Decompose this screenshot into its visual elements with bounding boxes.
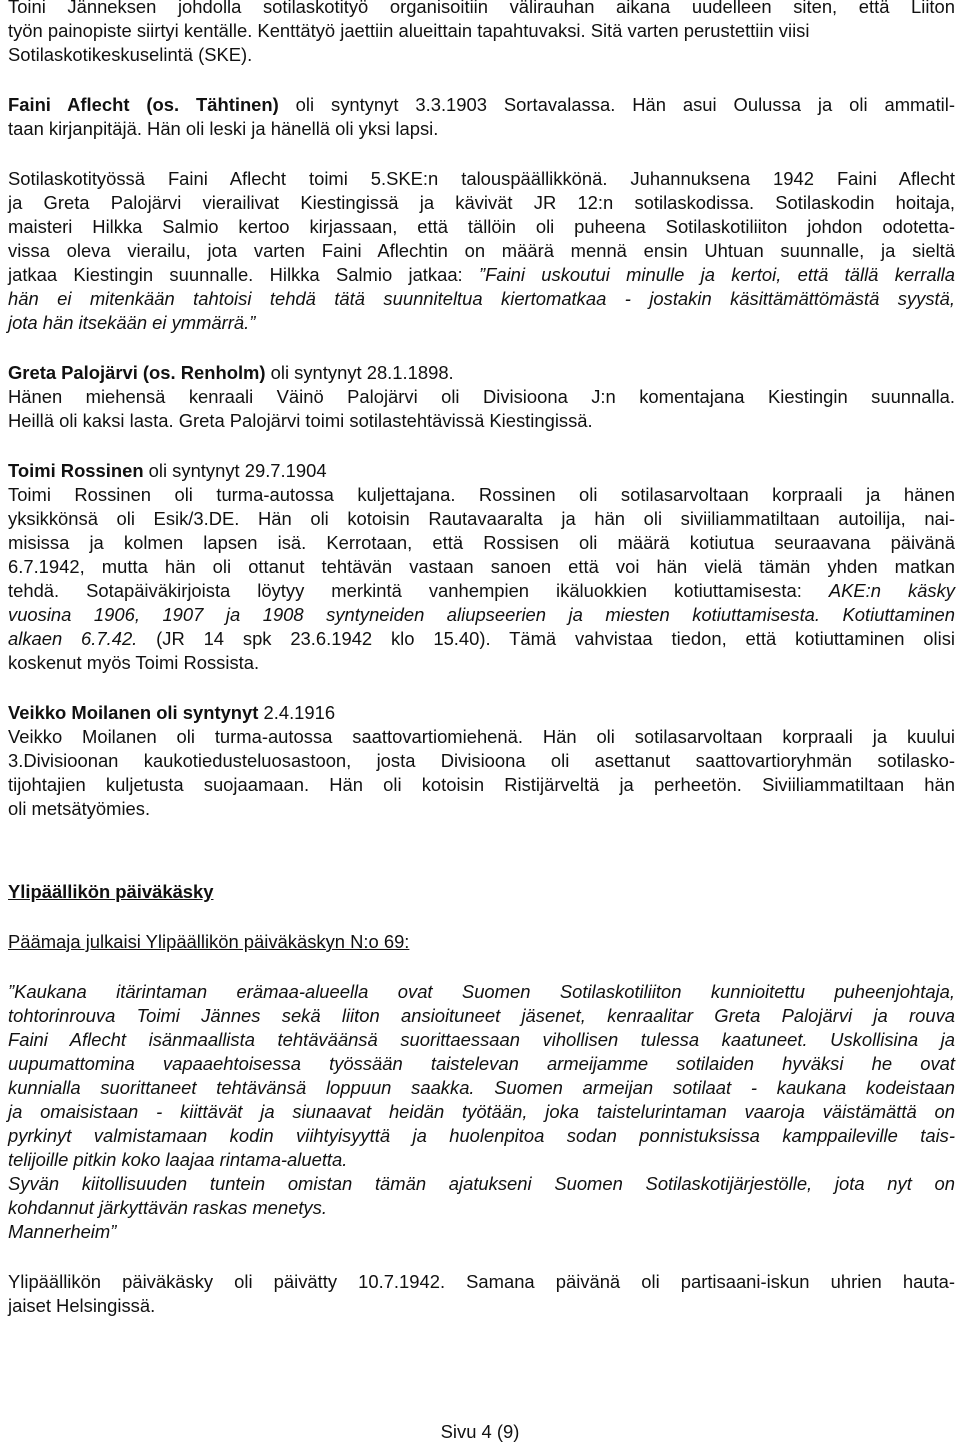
text-line bbox=[8, 191, 955, 215]
text-run: Mannerheim” bbox=[8, 1221, 117, 1242]
text-line bbox=[8, 627, 955, 651]
text-run: ja omaisistaan - kiittävät ja siunaavat heidän työtään, joka taistelurintaman vaaroja väistämättä on bbox=[8, 1101, 955, 1122]
text-line bbox=[8, 651, 955, 675]
text-run: oli syntynyt 3.3.1903 Sortavalassa. Hän asui Oulussa ja oli ammatil- bbox=[278, 94, 955, 115]
text-line bbox=[8, 1220, 955, 1244]
text-line bbox=[8, 93, 955, 117]
text-line bbox=[8, 507, 955, 531]
text-run: (JR 14 spk 23.6.1942 klo 15.40). Tämä vahvistaa tiedon, että kotiuttaminen olisi bbox=[137, 628, 955, 649]
text-line bbox=[8, 1196, 955, 1220]
page-footer: Sivu 4 (9) bbox=[440, 1421, 520, 1442]
text-line bbox=[8, 555, 955, 579]
text-run: Greta Palojärvi (os. Renholm) bbox=[8, 362, 266, 383]
text-line bbox=[8, 797, 955, 821]
text-line bbox=[8, 880, 955, 904]
text-run: taan kirjanpitäjä. Hän oli leski ja hänellä oli yksi lapsi. bbox=[8, 118, 439, 139]
text-line bbox=[8, 1052, 955, 1076]
text-run: alkaen 6.7.42. bbox=[8, 628, 138, 649]
text-line bbox=[8, 1294, 955, 1318]
text-run: Toini Jänneksen johdolla sotilaskotityö organisoitiin välirauhan aikana uudelleen siten, että Liiton bbox=[8, 0, 955, 17]
text-line bbox=[8, 1076, 955, 1100]
text-run: 6.7.1942, mutta hän oli ottanut tehtävän vastaan sanoen että voi hän vielä tämän yhden matkan bbox=[8, 556, 955, 577]
text-run: 3.Divisioonan kaukotiedusteluosastoon, josta Divisioona oli asettanut saattovartioryhmän sotilasko- bbox=[8, 750, 955, 771]
text-line bbox=[8, 311, 955, 335]
text-run: vissa oleva vierailu, jota varten Faini Aflechtin on määrä mennä ensin Uhtuan suunnalle, ja sieltä bbox=[8, 240, 955, 261]
text-line bbox=[8, 725, 955, 749]
text-line bbox=[8, 361, 955, 385]
text-run: työn painopiste siirtyi kentälle. Kenttätyö jaettiin alueittain tapahtuvaksi. Sitä varten perustettiin viisi bbox=[8, 20, 810, 41]
text-run: jatkaa Kiestingin suunnalle. Hilkka Salmio jatkaa: bbox=[8, 264, 479, 285]
text-line bbox=[8, 1028, 955, 1052]
text-run: tohtorinrouva Toimi Jännes sekä liiton ansioituneet jäsenet, kenraalitar Greta Palojärvi ja rouva bbox=[8, 1005, 955, 1026]
text-run: Ylipäällikön päiväkäsky oli päivätty 10.7.1942. Samana päivänä oli partisaani-iskun uhrien hauta- bbox=[8, 1271, 955, 1292]
text-run: yksikkönsä oli Esik/3.DE. Hän oli kotoisin Rautavaaralta ja hän oli siviiliammatiltaan autoilija, nai- bbox=[8, 508, 955, 529]
text-run: Veikko Moilanen oli syntynyt bbox=[8, 702, 259, 723]
text-line bbox=[8, 43, 955, 67]
text-line bbox=[8, 749, 955, 773]
text-run: kunnialla suorittaneet tehtävänsä loppuun saakka. Suomen armeijan sotilaat - kaukana kodeistaan bbox=[8, 1077, 955, 1098]
text-run: oli syntynyt 29.7.1904 bbox=[143, 460, 327, 481]
text-run: oli metsätyömies. bbox=[8, 798, 151, 819]
text-run: jaiset Helsingissä. bbox=[8, 1295, 156, 1316]
text-line bbox=[8, 215, 955, 239]
text-run: Päämaja julkaisi Ylipäällikön päiväkäskyn N:o 69: bbox=[8, 931, 410, 952]
text-run: Syvän kiitollisuuden tuntein omistan tämän ajatukseni Suomen Sotilaskotijärjestölle, jota nyt on bbox=[8, 1173, 955, 1194]
text-run: maisteri Hilkka Salmio kertoo kirjassaan, että tällöin oli puheena Sotilaskotiliiton johdon odotetta- bbox=[8, 216, 955, 237]
text-run: koskenut myös Toimi Rossista. bbox=[8, 652, 260, 673]
text-line bbox=[8, 773, 955, 797]
text-run: Toimi Rossinen bbox=[8, 460, 144, 481]
text-run: misissa ja kolmen lapsen isä. Kerrotaan, että Rossisen oli määrä kotiutua seuraavana päivänä bbox=[8, 532, 955, 553]
text-run: Sotilaskotikeskuselintä (SKE). bbox=[8, 44, 253, 65]
text-run: Heillä oli kaksi lasta. Greta Palojärvi toimi sotilastehtävissä Kiestingissä. bbox=[8, 410, 593, 431]
text-run: telijoille pitkin koko laajaa rintama-aluetta. bbox=[8, 1149, 348, 1170]
text-run: Hänen miehensä kenraali Väinö Palojärvi oli Divisioona J:n komentajana Kiestingin suunnalla. bbox=[8, 386, 955, 407]
text-line bbox=[8, 0, 955, 19]
text-run: tehdä. Sotapäiväkirjoista löytyy merkintä vanhempien ikäluokkien kotiuttamisesta: bbox=[8, 580, 829, 601]
text-line bbox=[8, 1148, 955, 1172]
text-run: kohdannut järkyttävän raskas menetys. bbox=[8, 1197, 327, 1218]
text-run: Sotilaskotityössä Faini Aflecht toimi 5.SKE:n talouspäällikkönä. Juhannuksena 1942 Faini Aflecht bbox=[8, 168, 955, 189]
text-line bbox=[8, 1100, 955, 1124]
text-line bbox=[8, 167, 955, 191]
text-line bbox=[8, 980, 955, 1004]
text-run: Faini Aflecht isänmaallista tehtäväänsä suorittaessaan vihollisen tulessa kaatuneet. Uskollisina ja bbox=[8, 1029, 955, 1050]
text-line bbox=[8, 385, 955, 409]
text-run: Veikko Moilanen oli turma-autossa saattovartiomiehenä. Hän oli sotilasarvoltaan korpraali ja kuului bbox=[8, 726, 955, 747]
text-line bbox=[8, 1124, 955, 1148]
text-run: Faini Aflecht (os. Tähtinen) bbox=[8, 94, 279, 115]
text-run: ja Greta Palojärvi vierailivat Kiestingissä ja kävivät JR 12:n sotilaskodissa. Sotilaskodin hoitaja, bbox=[8, 192, 955, 213]
text-line bbox=[8, 287, 955, 311]
text-line bbox=[8, 459, 955, 483]
text-run: 2.4.1916 bbox=[258, 702, 336, 723]
text-run: hän ei mitenkään tahtoisi tehdä tätä suunniteltua kiertomatkaa - jostakin käsittämättömästä syystä, bbox=[8, 288, 955, 309]
text-line bbox=[8, 1270, 955, 1294]
text-line bbox=[8, 117, 955, 141]
text-line bbox=[8, 579, 955, 603]
text-line bbox=[8, 1004, 955, 1028]
text-line bbox=[8, 19, 955, 43]
text-line bbox=[8, 930, 955, 954]
text-line bbox=[8, 603, 955, 627]
text-run: jota hän itsekään ei ymmärrä.” bbox=[8, 312, 256, 333]
text-line bbox=[8, 239, 955, 263]
text-run: AKE:n käsky bbox=[828, 580, 955, 601]
text-run: uupumattomina vapaaehtoisessa työssään taistelevan armeijamme sotilaiden hyväksi he ovat bbox=[8, 1053, 955, 1074]
text-run: Toimi Rossinen oli turma-autossa kuljettajana. Rossinen oli sotilasarvoltaan korpraali ja hänen bbox=[8, 484, 955, 505]
text-run: oli syntynyt 28.1.1898. bbox=[265, 362, 454, 383]
text-line bbox=[8, 701, 955, 725]
text-run: Ylipäällikön päiväkäsky bbox=[8, 881, 214, 902]
text-run: tijohtajien kuljetusta suojaamaan. Hän oli kotoisin Ristijärveltä ja perheetön. Siviiliammatiltaan hän bbox=[8, 774, 955, 795]
text-line bbox=[8, 531, 955, 555]
text-line bbox=[8, 1172, 955, 1196]
text-run: vuosina 1906, 1907 ja 1908 syntyneiden aliupseerien ja miesten kotiuttamisesta. Kotiuttaminen bbox=[8, 604, 955, 625]
text-line bbox=[8, 483, 955, 507]
text-run: ”Faini uskoutui minulle ja kertoi, että tällä kerralla bbox=[478, 264, 955, 285]
text-line bbox=[8, 409, 955, 433]
text-line bbox=[8, 263, 955, 287]
text-run: pyrkinyt valmistamaan kodin viihtyisyyttä ja huolenpitoa sodan ponnistuksissa kamppaileville tais- bbox=[8, 1125, 955, 1146]
text-run: ”Kaukana itärintaman erämaa-alueella ovat Suomen Sotilaskotiliiton kunnioitettu puheenjohtaja, bbox=[8, 981, 955, 1002]
